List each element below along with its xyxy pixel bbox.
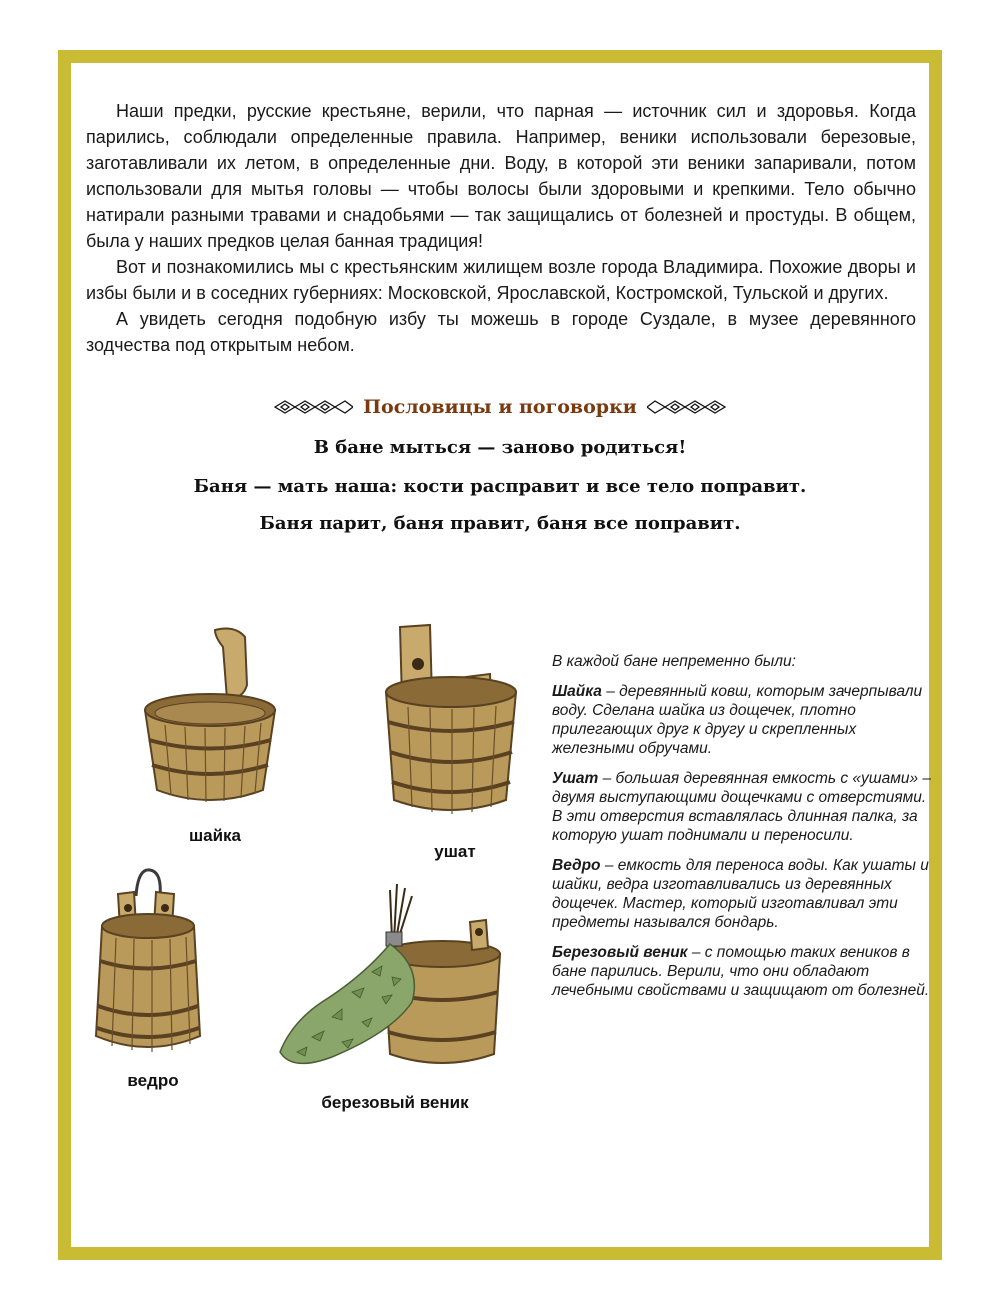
- venik-caption: березовый веник: [321, 1093, 469, 1112]
- description-block: [552, 652, 932, 1011]
- term: Ушат: [552, 770, 599, 787]
- ornament-right-icon: [647, 397, 727, 417]
- proverbs-heading: [0, 392, 1000, 422]
- definition: – деревянный ковш, которым зачерпывали воду. Сделана шайка из дощечек, плотно прилегающих друг к другу и скрепленных железными обручами.: [552, 683, 923, 757]
- ornament-left-icon: [273, 397, 353, 417]
- vedro-caption: ведро: [127, 1071, 179, 1090]
- venik-illustration: [272, 882, 507, 1087]
- proverb-line: В бане мыться — заново родиться!: [313, 437, 687, 458]
- intro-paragraph: Наши предки, русские крестьяне, верили, что парная — источник сил и здоровья. Когда парились, соблюдали определенные правила. Например, веники использовали березовые, заготавливали их летом, в определенные дни. Воду, в которой эти веники запаривали, потом использовали для мытья головы — чтобы волосы были здоровыми и крепкими. Тело обычно натирали разными травами и снадобьями — так защищались от болезней и простуды. В общем, была у наших предков целая банная традиция!: [86, 101, 916, 251]
- proverbs-title: Пословицы и поговорки: [363, 396, 637, 418]
- description-item-ushat: [552, 769, 932, 845]
- intro-text: [86, 98, 916, 358]
- ushat-illustration: [378, 622, 528, 822]
- description-item-venik: [552, 943, 932, 1000]
- description-intro: В каждой бане непременно были:: [552, 653, 796, 670]
- shaika-caption: шайка: [188, 826, 242, 845]
- description-item-vedro: [552, 856, 932, 932]
- proverb-line: Баня парит, баня правит, баня все поправит.: [259, 513, 741, 534]
- term: Ведро: [552, 857, 601, 874]
- ushat-caption: ушат: [434, 842, 476, 861]
- proverb-line: Баня — мать наша: кости расправит и все тело поправит.: [193, 476, 807, 497]
- vedro-illustration: [88, 866, 208, 1061]
- intro-paragraph: А увидеть сегодня подобную избу ты можешь в городе Суздале, в музее деревянного зодчества под открытым небом.: [86, 309, 916, 355]
- shaika-illustration: [135, 625, 285, 815]
- definition: – емкость для переноса воды. Как ушаты и шайки, ведра изготавливались из деревянных дощечек. Мастер, который изготавливал эти предметы назывался бондарь.: [552, 857, 929, 931]
- intro-paragraph: Вот и познакомились мы с крестьянским жилищем возле города Владимира. Похожие дворы и избы были и в соседних губерниях: Московской, Ярославской, Костромской, Тульской и других.: [86, 257, 916, 303]
- definition: – большая деревянная емкость с «ушами» – двумя выступающими дощечками с отверстиями. В эти отверстия вставлялась длинная палка, за которую ушат поднимали и переносили.: [552, 770, 932, 844]
- definition: – с помощью таких веников в бане парились. Верили, что они обладают лечебными свойствами и защищают от болезней.: [552, 944, 930, 999]
- term: Шайка: [552, 683, 602, 700]
- description-item-shaika: [552, 682, 932, 758]
- term: Березовый веник: [552, 944, 688, 961]
